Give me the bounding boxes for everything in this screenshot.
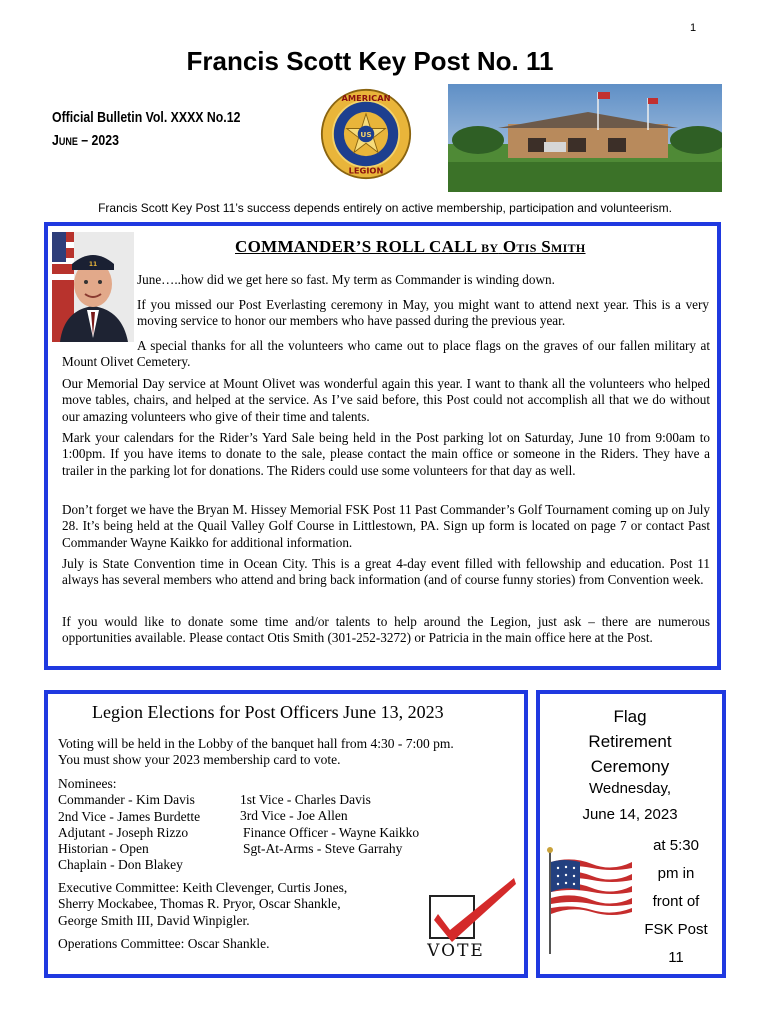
exec-line: Executive Committee: Keith Clevenger, Curtis Jones,: [58, 880, 348, 895]
flag-time-line: 11: [668, 949, 684, 966]
commander-heading-by: by: [481, 237, 499, 256]
commander-paragraph: July is State Convention time in Ocean City. This is a great 4-day event filled with fellowship and education. Post 11 always has several members who attend and bring back information (and of course funny stories) from Convention week.: [62, 556, 710, 588]
flag-day: Wednesday,: [589, 780, 671, 797]
nominee-item: Historian - Open: [58, 841, 149, 857]
flag-title-line: Flag: [613, 707, 647, 726]
commander-heading-main: COMMANDER’S ROLL CALL: [235, 237, 477, 256]
page-number: 1: [690, 22, 697, 34]
tagline: Francis Scott Key Post 11’s success depends entirely on active membership, participation and volunteerism.: [98, 201, 672, 215]
bulletin-info: [52, 106, 240, 152]
commander-paragraph: A special thanks for all the volunteers who came out to place flags on the graves of our fallen military at Mount Olivet Cemetery.: [62, 338, 710, 370]
us-flag-icon: [542, 846, 634, 956]
nominee-item: Sgt-At-Arms - Steve Garrahy: [243, 840, 403, 856]
commander-portrait-photo: [52, 232, 134, 342]
flag-title-line: Retirement: [588, 732, 672, 751]
flag-time-line: at 5:30: [653, 837, 699, 854]
svg-text:11: 11: [88, 261, 98, 268]
commander-paragraph: Our Memorial Day service at Mount Olivet was wonderful again this year. I want to thank all the volunteers who helped move tables, chairs, and helped at the service. As I’ve said before, this Post could not accomplish all that we do without our amazing volunteers who give of their time and talents.: [62, 376, 710, 424]
voting-line: You must show your 2023 membership card to vote.: [58, 752, 341, 768]
voting-line: Voting will be held in the Lobby of the banquet hall from 4:30 - 7:00 pm.: [58, 736, 454, 751]
commander-paragraph: Don’t forget we have the Bryan M. Hissey Memorial FSK Post 11 Past Commander’s Golf Tournament coming up on July 28. It’s being held at the Quail Valley Golf Course in Littlestown, PA. Sign up form is located on page 7 or contact Past Commander Wayne Kaikko for additional information.: [62, 502, 710, 550]
newsletter-title: Francis Scott Key Post No. 11: [186, 46, 554, 76]
nominees-label: Nominees:: [58, 776, 117, 791]
nominee-item: Adjutant - Joseph Rizzo: [58, 824, 189, 840]
nominee-item: 3rd Vice - Joe Allen: [240, 808, 348, 824]
nominee-item: Commander - Kim Davis: [58, 792, 195, 808]
nominees-left-column: [58, 776, 200, 874]
flag-time-line: front of: [652, 893, 700, 910]
flag-title-line: Ceremony: [590, 757, 670, 776]
vote-checkbox-icon: [424, 874, 520, 960]
voting-info: [58, 736, 454, 769]
flag-date: June 14, 2023: [582, 806, 678, 823]
commander-heading-name: Otis Smith: [502, 237, 586, 256]
svg-text:AMERICAN: AMERICAN: [341, 92, 391, 103]
vote-label: VOTE: [427, 941, 485, 960]
svg-text:US: US: [360, 130, 372, 140]
flag-time-line: FSK Post: [644, 921, 708, 938]
exec-line: Sherry Mockabee, Thomas R. Pryor, Oscar Shankle,: [58, 896, 341, 912]
bulletin-volume: Official Bulletin Vol. XXXX No.12: [52, 109, 241, 126]
nominees-right-column: [240, 792, 419, 857]
commander-heading: [235, 237, 586, 257]
commander-paragraph: June…..how did we get here so fast. My term as Commander is winding down.: [137, 272, 555, 287]
flag-time-location: [640, 832, 712, 972]
nominee-item: Chaplain - Don Blakey: [58, 857, 183, 873]
bulletin-date: June – 2023: [52, 132, 119, 149]
nominee-item: 1st Vice - Charles Davis: [240, 792, 371, 807]
commander-paragraph: Mark your calendars for the Rider’s Yard Sale being held in the Post parking lot on Saturday, June 10 from 9:00am to 1:00pm. If you have items to donate to the sale, please contact the main office or someone in the Riders. They have a trailer in the parking lot for donations. The Riders could use some volunteers for that day as well.: [62, 430, 710, 478]
operations-committee: Operations Committee: Oscar Shankle.: [58, 936, 270, 951]
nominee-item: 2nd Vice - James Burdette: [58, 808, 201, 824]
nominee-item: Finance Officer - Wayne Kaikko: [243, 824, 420, 840]
commander-paragraph: If you missed our Post Everlasting ceremony in May, you might want to attend next year. This is a very moving service to honor our members who have passed during the previous year.: [137, 297, 709, 329]
post-building-photo: [448, 84, 722, 192]
executive-committee: [58, 880, 347, 929]
commander-paragraph: If you would like to donate some time and/or talents to help around the Legion, just ask – there are numerous opportunities available. Please contact Otis Smith (301-252-3272) or Patricia in the main office here at the Post.: [62, 614, 710, 646]
exec-line: George Smith III, David Winpigler.: [58, 912, 250, 928]
flag-retirement-title: [540, 704, 720, 779]
american-legion-emblem-logo: [320, 88, 412, 180]
flag-time-line: pm in: [657, 865, 695, 882]
elections-heading: Legion Elections for Post Officers June 13, 2023: [92, 702, 444, 722]
svg-text:LEGION: LEGION: [348, 165, 384, 176]
